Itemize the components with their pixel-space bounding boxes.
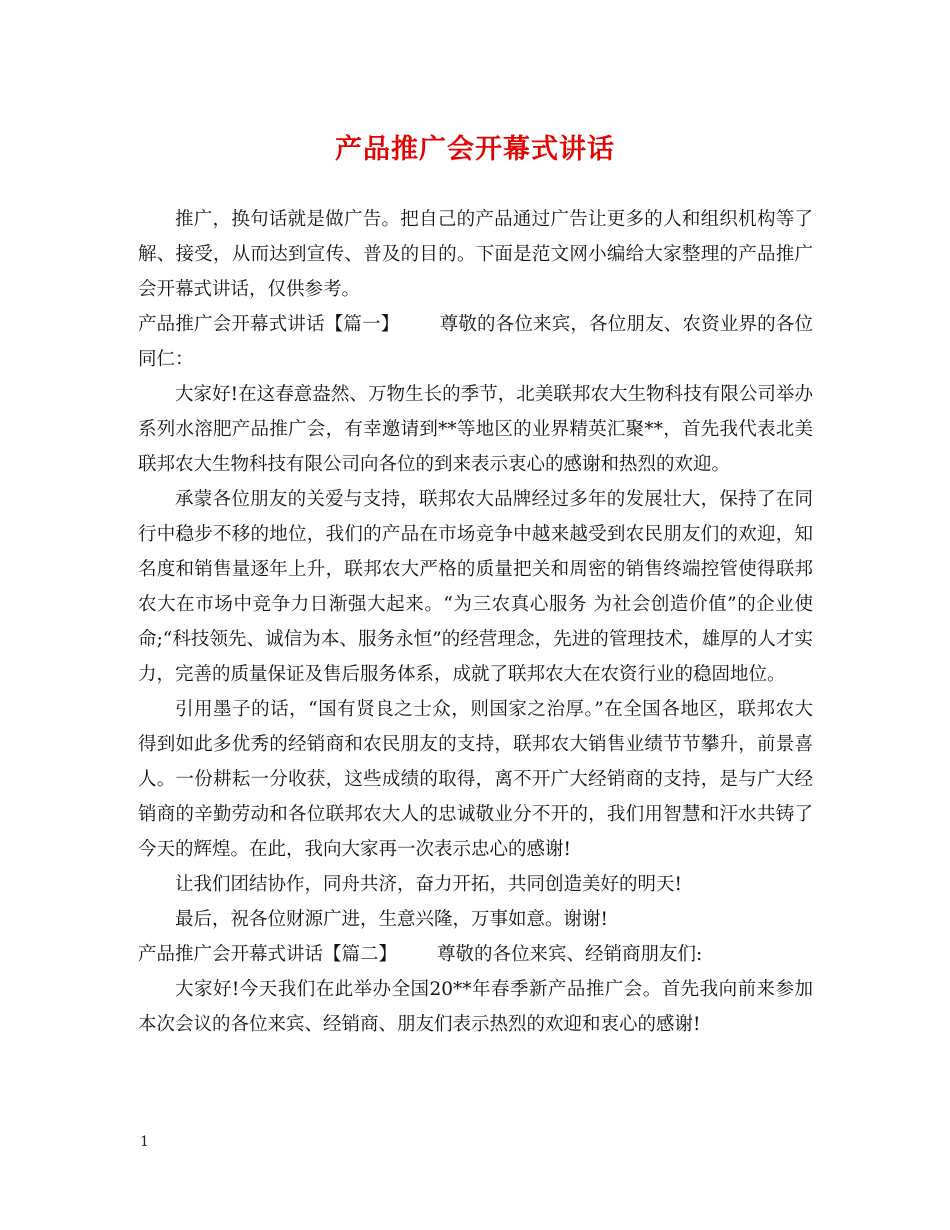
- section-2-opening: [138, 937, 813, 972]
- section-1-opening: [138, 307, 813, 377]
- section-1-heading: 产品推广会开幕式讲话【篇一】: [138, 314, 400, 335]
- document-title: 产品推广会开幕式讲话: [335, 134, 615, 165]
- section-1-salutation: 尊敬的各位来宾，各位朋友、农资业界的各位同仁：: [138, 314, 813, 370]
- body-paragraph: 大家好!今天我们在此举办全国20**年春季新产品推广会。首先我向前来参加本次会议的各位来宾、经销商、朋友们表示热烈的欢迎和衷心的感谢!: [138, 979, 813, 1035]
- body-paragraph: 承蒙各位朋友的关爱与支持，联邦农大品牌经过多年的发展壮大，保持了在同行中稳步不移的地位，我们的产品在市场竞争中越来越受到农民朋友们的欢迎，知名度和销售量逐年上升，联邦农大严格的质量把关和周密的销售终端控管使得联邦农大在市场中竞争力日渐强大起来。“为三农真心服务 为社会创造价值”的企业使命;“科技领先、诚信为本、服务永恒”的经营理念，先进的管理技术，雄厚的人才实力，完善的质量保证及售后服务体系，成就了联邦农大在农资行业的稳固地位。: [138, 489, 813, 685]
- section-2-heading: 产品推广会开幕式讲话【篇二】: [138, 944, 398, 965]
- body-paragraph: 最后，祝各位财源广进，生意兴隆，万事如意。谢谢!: [175, 909, 608, 930]
- body-paragraph: 让我们团结协作，同舟共济，奋力开拓，共同创造美好的明天!: [175, 874, 682, 895]
- page-number: 1: [140, 1134, 149, 1150]
- body-paragraph: 引用墨子的话，“国有贤良之士众，则国家之治厚。”在全国各地区，联邦农大得到如此多优秀的经销商和农民朋友的支持，联邦农大销售业绩节节攀升，前景喜人。一份耕耘一分收获，这些成绩的取得，离不开广大经销商的支持，是与广大经销商的辛勤劳动和各位联邦农大人的忠诚敬业分不开的，我们用智慧和汗水共铸了今天的辉煌。在此，我向大家再一次表示忠心的感谢!: [138, 699, 813, 860]
- section-2-salutation: 尊敬的各位来宾、经销商朋友们:: [437, 944, 703, 965]
- body-paragraph: 大家好!在这春意盎然、万物生长的季节，北美联邦农大生物科技有限公司举办系列水溶肥产品推广会，有幸邀请到**等地区的业界精英汇聚**，首先我代表北美联邦农大生物科技有限公司向各位的到来表示衷心的感谢和热烈的欢迎。: [138, 384, 813, 475]
- intro-paragraph: 推广，换句话就是做广告。把自己的产品通过广告让更多的人和组织机构等了解、接受，从而达到宣传、普及的目的。下面是范文网小编给大家整理的产品推广会开幕式讲话，仅供参考。: [138, 209, 813, 300]
- document-body: [138, 202, 813, 1042]
